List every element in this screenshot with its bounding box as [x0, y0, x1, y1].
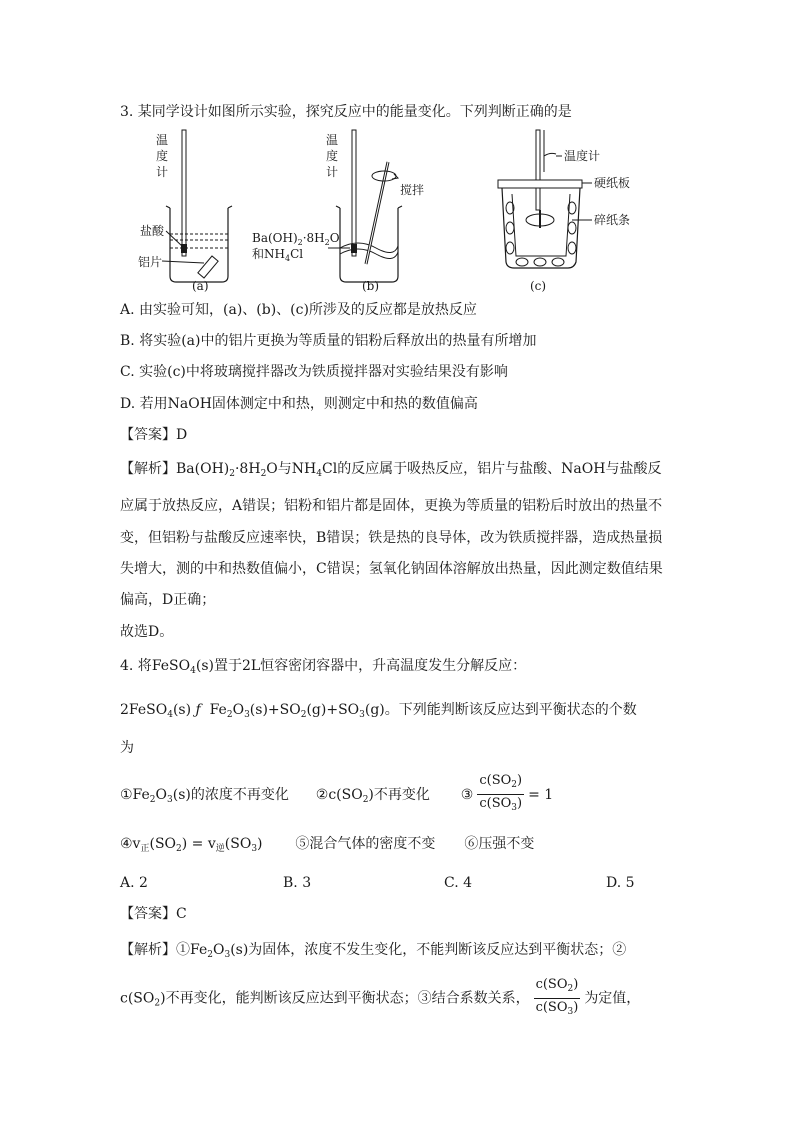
q3-experiment-figure — [130, 128, 650, 300]
q4-analysis-2: $c(SO_2)$不再变化，能判断该反应达到平衡状态；③结合系数关系， $\frac{c(SO_2)}{c(SO_3)}$ 为定值， — [120, 977, 641, 1017]
figure-a — [138, 130, 232, 293]
caption-c: (c) — [530, 279, 547, 293]
q3-answer: 【答案】D — [120, 427, 188, 443]
q4-option-b: B. 3 — [283, 875, 312, 891]
q4-stem-1: 4. 将FeSO$_4$(s)置于2L恒容密闭容器中，升高温度发生分解反应： — [120, 658, 527, 676]
label-baoh2: $Ba(OH)_2\cdot 8H_2O$ — [252, 231, 340, 247]
caption-b: (b) — [362, 279, 380, 293]
q3-analysis-2: 应属于放热反应，A错误；铝粉和铝片都是固体，更换为等质量的铝粉后时放出的热量不 — [120, 498, 663, 514]
thermo-b-3: 计 — [326, 165, 339, 179]
thermo-a-2: 度 — [156, 149, 169, 163]
label-board: 硬纸板 — [594, 176, 631, 190]
label-thermometer-c: 温度计 — [564, 149, 601, 163]
thermo-a-1: 温 — [156, 133, 169, 147]
q4-answer: 【答案】C — [120, 906, 187, 922]
q4-equation: 2FeSO$_4$(s) ƒ $Fe_2O_3(s)+SO_2(g)+SO_3(g)$。下列能判断该反应达到平衡状态的个数 — [120, 702, 637, 720]
q3-analysis-4: 失增大，测的中和热数值偏小，C错误；氢氧化钠固体溶解放出热量，因此测定数值结果 — [120, 561, 663, 577]
q4-conditions-2 — [120, 834, 534, 859]
cond-3: ③ $\frac{c(SO_2)}{c(SO_3)}$ = 1 — [460, 773, 554, 813]
cond-5: ⑤混合气体的密度不变 — [295, 836, 436, 852]
q3-option-a: A. 由实验可知，(a)、(b)、(c)所涉及的反应都是放热反应 — [120, 302, 477, 318]
caption-a: (a) — [192, 279, 209, 293]
q3-stem: 3. 某同学设计如图所示实验，探究反应中的能量变化。下列判断正确的是 — [120, 104, 572, 120]
thermo-a-3: 计 — [156, 165, 169, 179]
q3-option-c: C. 实验(c)中将玻璃搅拌器改为铁质搅拌器对实验结果没有影响 — [120, 364, 508, 380]
label-stir: 搅拌 — [400, 183, 425, 197]
q3-option-d: D. 若用NaOH固体测定中和热，则测定中和热的数值偏高 — [120, 396, 478, 412]
q4-analysis-1: 【解析】$①Fe_2O_3(s)$为固体，浓度不发生变化，不能判断该反应达到平衡状态；② — [120, 942, 627, 960]
label-acid: 盐酸 — [140, 224, 165, 238]
thermo-b-2: 度 — [326, 149, 339, 163]
label-paper: 碎纸条 — [594, 213, 631, 227]
q3-analysis-1: 【解析】$Ba(OH)_2\cdot 8H_2O$与$NH_4Cl$的反应属于吸热反应，铝片与盐酸、NaOH与盐酸反 — [120, 461, 662, 479]
label-nh4cl: 和$NH_4Cl$ — [252, 247, 304, 263]
cond-1: $①Fe_2O_3(s)$的浓度不再变化 — [120, 786, 289, 805]
cond-2: $②c(SO_2)$不再变化 — [315, 786, 430, 805]
q4-option-d: D. 5 — [606, 875, 635, 891]
q4-option-c: C. 4 — [444, 875, 473, 891]
cond-6: ⑥压强不变 — [464, 836, 535, 852]
q4-conditions-1 — [120, 772, 553, 822]
figure-c — [498, 130, 630, 293]
q3-option-b: B. 将实验(a)中的铝片更换为等质量的铝粉后释放出的热量有所增加 — [120, 333, 537, 349]
label-aluminum: 铝片 — [138, 255, 163, 269]
cond-4: $④v_正(SO_2) = v_逆(SO_3)$ — [120, 836, 263, 854]
q4-option-a: A. 2 — [120, 875, 148, 891]
q3-analysis-6: 故选D。 — [120, 624, 174, 640]
thermo-b-1: 温 — [326, 133, 339, 147]
q4-stem-3: 为 — [120, 740, 134, 756]
q3-analysis-3: 变，但铝粉与盐酸反应速率快，B错误；铁是热的良导体，改为铁质搅拌器，造成热量损 — [120, 530, 663, 546]
q3-analysis-5: 偏高，D正确； — [120, 592, 216, 608]
figure-b — [252, 130, 424, 293]
